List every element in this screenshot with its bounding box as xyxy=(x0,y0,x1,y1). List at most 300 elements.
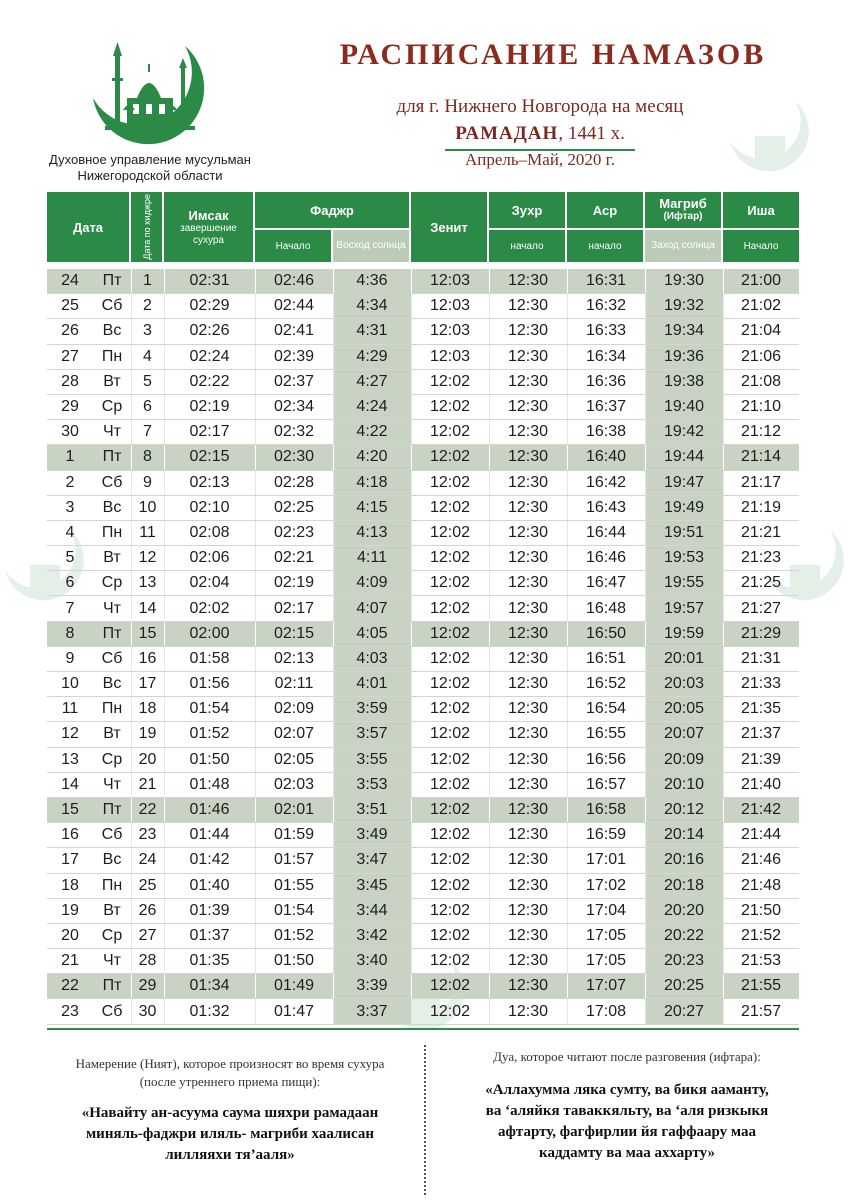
cell-fajr: 01:50 xyxy=(273,952,315,970)
cell-zenith: 12:02 xyxy=(429,725,471,743)
cell-maghrib: 20:10 xyxy=(663,775,705,793)
cell-imsak: 01:48 xyxy=(189,775,230,793)
cell-h: 13 xyxy=(138,574,157,592)
cell-isha: 21:35 xyxy=(740,700,782,718)
table-row xyxy=(47,395,799,420)
cell-maghrib: 19:32 xyxy=(663,297,705,315)
cell-h: 18 xyxy=(138,700,157,718)
suhoor-intention-line3: лилляяхи тя’ааля» xyxy=(165,1147,295,1163)
table-row xyxy=(47,949,799,974)
cell-zenith: 12:02 xyxy=(429,750,471,768)
table-row xyxy=(47,546,799,571)
cell-zenith: 12:03 xyxy=(429,347,471,365)
cell-d: 13 xyxy=(61,750,79,768)
iftar-dua-line4: каддамту ва маа аххарту» xyxy=(539,1145,715,1161)
organization-logo xyxy=(40,38,260,188)
cell-wd: Вс xyxy=(102,498,122,516)
cell-zenith: 12:02 xyxy=(429,876,471,894)
cell-maghrib: 19:40 xyxy=(663,398,705,416)
cell-fajr: 02:11 xyxy=(274,675,314,693)
cell-sunrise: 4:05 xyxy=(356,624,388,642)
cell-fajr: 02:23 xyxy=(273,523,315,541)
cell-isha: 21:12 xyxy=(740,423,782,441)
hijri-year: , 1441 х. xyxy=(558,123,625,144)
cell-imsak: 02:29 xyxy=(189,297,230,315)
cell-imsak: 01:44 xyxy=(189,826,230,844)
cell-imsak: 02:02 xyxy=(189,599,230,617)
cell-sunrise: 3:51 xyxy=(356,801,388,819)
cell-d: 18 xyxy=(61,876,79,894)
col-fajr: Фаджр xyxy=(255,192,409,228)
cell-zenith: 12:02 xyxy=(429,851,471,869)
cell-isha: 21:17 xyxy=(740,473,782,491)
cell-maghrib: 19:49 xyxy=(663,498,705,516)
iftar-dua xyxy=(432,1080,822,1164)
cell-fajr: 02:46 xyxy=(273,272,315,290)
col-maghrib-note: (Ифтар) xyxy=(663,211,703,222)
cell-fajr: 02:07 xyxy=(273,725,315,743)
cell-maghrib: 20:20 xyxy=(663,901,705,919)
cell-isha: 21:25 xyxy=(740,574,782,592)
cell-zuhr: 12:30 xyxy=(507,448,549,466)
cell-isha: 21:23 xyxy=(740,549,782,567)
cell-wd: Сб xyxy=(101,649,123,667)
table-row xyxy=(47,269,799,294)
cell-wd: Чт xyxy=(103,423,121,441)
suhoor-intention-line1: «Навайту ан-асуума саума шяхри рамадаан xyxy=(81,1105,379,1121)
cell-sunrise: 4:24 xyxy=(356,398,388,416)
cell-maghrib: 20:09 xyxy=(663,750,705,768)
cell-imsak: 01:56 xyxy=(189,675,230,693)
cell-zenith: 12:02 xyxy=(429,624,471,642)
cell-sunrise: 4:22 xyxy=(356,423,388,441)
cell-sunrise: 3:40 xyxy=(356,952,388,970)
cell-zuhr: 12:30 xyxy=(507,851,549,869)
cell-sunrise: 4:27 xyxy=(356,372,388,390)
cell-h: 25 xyxy=(138,876,157,894)
cell-maghrib: 19:34 xyxy=(663,322,705,340)
cell-sunrise: 3:57 xyxy=(356,725,388,743)
suhoor-intention-line2: миняль-фаджри иляль- магриби хаалисан xyxy=(85,1126,375,1142)
cell-h: 7 xyxy=(143,423,152,441)
cell-isha: 21:14 xyxy=(740,448,782,466)
cell-zenith: 12:02 xyxy=(429,448,471,466)
cell-zuhr: 12:30 xyxy=(507,675,549,693)
cell-wd: Вт xyxy=(103,372,121,390)
cell-wd: Пт xyxy=(102,624,122,642)
cell-d: 26 xyxy=(61,322,79,340)
cell-h: 17 xyxy=(138,675,157,693)
cell-d: 10 xyxy=(61,675,79,693)
cell-maghrib: 19:57 xyxy=(663,599,705,617)
cell-maghrib: 20:12 xyxy=(663,801,705,819)
table-row xyxy=(47,294,799,319)
cell-h: 16 xyxy=(138,649,157,667)
cell-h: 11 xyxy=(139,523,156,541)
cell-sunrise: 4:09 xyxy=(356,574,388,592)
cell-sunrise: 4:31 xyxy=(356,322,388,340)
cell-asr: 16:32 xyxy=(585,297,627,315)
cell-maghrib: 20:27 xyxy=(663,1002,705,1020)
cell-wd: Сб xyxy=(101,297,123,315)
cell-isha: 21:52 xyxy=(740,926,782,944)
cell-zenith: 12:02 xyxy=(429,926,471,944)
cell-sunrise: 4:15 xyxy=(356,498,388,516)
cell-asr: 16:52 xyxy=(585,675,627,693)
table-row xyxy=(47,722,799,747)
cell-fajr: 02:05 xyxy=(273,750,315,768)
cell-isha: 21:02 xyxy=(740,297,782,315)
table-row xyxy=(47,521,799,546)
cell-asr: 17:05 xyxy=(585,926,627,944)
cell-maghrib: 19:47 xyxy=(663,473,705,491)
cell-isha: 21:08 xyxy=(740,372,782,390)
cell-h: 23 xyxy=(138,826,157,844)
col-sunset: Заход солнца xyxy=(645,230,721,262)
cell-zuhr: 12:30 xyxy=(507,372,549,390)
cell-wd: Ср xyxy=(101,750,123,768)
cell-imsak: 02:13 xyxy=(189,473,230,491)
cell-fajr: 02:13 xyxy=(273,649,315,667)
cell-wd: Ср xyxy=(101,398,123,416)
table-row xyxy=(47,496,799,521)
cell-zuhr: 12:30 xyxy=(507,750,549,768)
cell-d: 22 xyxy=(61,977,79,995)
cell-sunrise: 4:18 xyxy=(356,473,388,491)
cell-isha: 21:40 xyxy=(740,775,782,793)
cell-zuhr: 12:30 xyxy=(507,498,549,516)
cell-h: 21 xyxy=(138,775,157,793)
cell-asr: 17:08 xyxy=(585,1002,627,1020)
cell-imsak: 02:22 xyxy=(189,372,230,390)
cell-zuhr: 12:30 xyxy=(507,549,549,567)
table-row xyxy=(47,974,799,999)
table-row xyxy=(47,420,799,445)
cell-zenith: 12:02 xyxy=(429,801,471,819)
col-zuhr-start: начало xyxy=(489,230,565,262)
table-header xyxy=(47,192,799,262)
cell-wd: Сб xyxy=(101,1002,123,1020)
cell-zenith: 12:02 xyxy=(429,498,471,516)
cell-maghrib: 19:53 xyxy=(663,549,705,567)
cell-imsak: 01:34 xyxy=(189,977,230,995)
col-sunrise: Восход солнца xyxy=(333,230,409,262)
cell-sunrise: 3:49 xyxy=(356,826,388,844)
cell-sunrise: 4:11 xyxy=(357,549,387,567)
cell-d: 28 xyxy=(61,372,79,390)
cell-imsak: 01:40 xyxy=(189,876,230,894)
subtitle-city: для г. Нижнего Новгорода на месяц xyxy=(396,96,684,117)
table-row xyxy=(47,773,799,798)
organization-name-line2: Нижегородской области xyxy=(77,168,223,183)
cell-d: 15 xyxy=(61,801,79,819)
cell-wd: Вт xyxy=(103,901,121,919)
cell-d: 30 xyxy=(61,423,79,441)
cell-isha: 21:06 xyxy=(740,347,782,365)
right-note xyxy=(432,1048,822,1066)
cell-isha: 21:04 xyxy=(740,322,782,340)
col-zenith: Зенит xyxy=(411,192,487,262)
cell-zenith: 12:02 xyxy=(429,675,471,693)
cell-asr: 16:50 xyxy=(585,624,627,642)
cell-h: 12 xyxy=(138,549,157,567)
cell-sunrise: 3:59 xyxy=(356,700,388,718)
col-hijri-label: Дата по хиджре xyxy=(141,194,152,260)
cell-h: 19 xyxy=(138,725,157,743)
page-title: РАСПИСАНИЕ НАМАЗОВ xyxy=(339,38,767,71)
cell-sunrise: 4:13 xyxy=(356,523,388,541)
col-imsak-label: Имсак xyxy=(188,207,229,223)
cell-maghrib: 19:38 xyxy=(663,372,705,390)
cell-fajr: 02:37 xyxy=(273,372,315,390)
cell-asr: 16:58 xyxy=(585,801,627,819)
cell-isha: 21:29 xyxy=(740,624,782,642)
cell-wd: Пн xyxy=(101,523,123,541)
organization-name-line1: Духовное управление мусульман xyxy=(49,152,251,167)
cell-asr: 17:02 xyxy=(585,876,627,894)
table-row xyxy=(47,924,799,949)
cell-wd: Чт xyxy=(103,775,121,793)
table-row xyxy=(47,999,799,1024)
cell-zenith: 12:02 xyxy=(429,599,471,617)
cell-maghrib: 20:16 xyxy=(663,851,705,869)
cell-maghrib: 20:18 xyxy=(663,876,705,894)
cell-sunrise: 3:42 xyxy=(356,926,388,944)
table-row xyxy=(47,370,799,395)
cell-isha: 21:44 xyxy=(740,826,782,844)
cell-fajr: 02:19 xyxy=(273,574,315,592)
cell-fajr: 02:21 xyxy=(273,549,315,567)
cell-asr: 16:47 xyxy=(585,574,627,592)
table-row xyxy=(47,874,799,899)
cell-d: 11 xyxy=(61,700,79,718)
cell-h: 30 xyxy=(138,1002,157,1020)
table-row xyxy=(47,697,799,722)
cell-isha: 21:27 xyxy=(740,599,782,617)
cell-wd: Пт xyxy=(102,272,122,290)
cell-isha: 21:33 xyxy=(740,675,782,693)
schedule-table xyxy=(47,269,799,1025)
cell-asr: 16:43 xyxy=(585,498,627,516)
cell-asr: 17:05 xyxy=(585,952,627,970)
table-row xyxy=(47,345,799,370)
cell-d: 16 xyxy=(61,826,79,844)
cell-maghrib: 19:42 xyxy=(663,423,705,441)
cell-h: 3 xyxy=(143,322,152,340)
cell-fajr: 02:01 xyxy=(273,801,315,819)
cell-wd: Пт xyxy=(102,448,122,466)
cell-imsak: 01:46 xyxy=(189,801,230,819)
cell-isha: 21:31 xyxy=(740,649,782,667)
cell-isha: 21:10 xyxy=(740,398,782,416)
cell-wd: Пн xyxy=(101,347,123,365)
cell-zuhr: 12:30 xyxy=(507,322,549,340)
cell-d: 25 xyxy=(61,297,79,315)
col-hijri xyxy=(131,192,162,262)
cell-zenith: 12:02 xyxy=(429,372,471,390)
cell-fajr: 02:34 xyxy=(273,398,315,416)
subtitle-month xyxy=(350,123,730,145)
month-name: РАМАДАН xyxy=(455,123,559,144)
cell-imsak: 02:24 xyxy=(189,347,230,365)
cell-maghrib: 20:03 xyxy=(663,675,705,693)
iftar-dua-line2: ва ‘аляйкя таваккяльту, ва ‘аля ризкыкя xyxy=(485,1103,769,1119)
cell-zuhr: 12:30 xyxy=(507,700,549,718)
cell-asr: 16:48 xyxy=(585,599,627,617)
cell-fajr: 02:15 xyxy=(273,624,315,642)
cell-isha: 21:46 xyxy=(740,851,782,869)
cell-asr: 16:36 xyxy=(585,372,627,390)
cell-imsak: 02:06 xyxy=(189,549,230,567)
cell-fajr: 02:30 xyxy=(273,448,315,466)
cell-wd: Чт xyxy=(103,599,121,617)
cell-d: 21 xyxy=(61,952,79,970)
cell-zuhr: 12:30 xyxy=(507,775,549,793)
cell-imsak: 02:10 xyxy=(189,498,230,516)
cell-d: 12 xyxy=(61,725,79,743)
cell-asr: 16:38 xyxy=(585,423,627,441)
cell-imsak: 01:54 xyxy=(189,700,230,718)
cell-imsak: 01:37 xyxy=(189,926,230,944)
cell-wd: Пн xyxy=(101,700,123,718)
cell-zuhr: 12:30 xyxy=(507,1002,549,1020)
cell-wd: Сб xyxy=(101,826,123,844)
cell-zuhr: 12:30 xyxy=(507,801,549,819)
cell-fajr: 02:32 xyxy=(273,423,315,441)
cell-zuhr: 12:30 xyxy=(507,624,549,642)
cell-imsak: 01:50 xyxy=(189,750,230,768)
cell-fajr: 01:52 xyxy=(273,926,315,944)
cell-zenith: 12:02 xyxy=(429,1002,471,1020)
cell-sunrise: 4:34 xyxy=(356,297,388,315)
cell-fajr: 02:25 xyxy=(273,498,315,516)
cell-zenith: 12:02 xyxy=(429,901,471,919)
cell-maghrib: 19:30 xyxy=(663,272,705,290)
cell-sunrise: 4:36 xyxy=(356,272,388,290)
cell-sunrise: 3:39 xyxy=(356,977,388,995)
col-imsak xyxy=(164,192,253,262)
cell-asr: 16:46 xyxy=(585,549,627,567)
cell-isha: 21:48 xyxy=(740,876,782,894)
cell-wd: Пт xyxy=(102,977,122,995)
cell-h: 4 xyxy=(143,347,152,365)
cell-wd: Вт xyxy=(103,549,121,567)
col-maghrib-label: Магриб xyxy=(659,196,707,211)
cell-zenith: 12:03 xyxy=(429,272,471,290)
cell-fajr: 02:09 xyxy=(273,700,315,718)
table-row xyxy=(47,823,799,848)
watermark-mosque-icon xyxy=(725,96,815,186)
cell-h: 14 xyxy=(138,599,157,617)
cell-zenith: 12:02 xyxy=(429,826,471,844)
cell-fajr: 01:59 xyxy=(273,826,315,844)
table-row xyxy=(47,748,799,773)
cell-zenith: 12:03 xyxy=(429,322,471,340)
table-row xyxy=(47,622,799,647)
cell-asr: 16:54 xyxy=(585,700,627,718)
table-row xyxy=(47,319,799,344)
cell-d: 1 xyxy=(65,448,75,466)
suhoor-intention xyxy=(40,1103,420,1166)
cell-wd: Чт xyxy=(103,952,121,970)
cell-imsak: 01:39 xyxy=(189,901,230,919)
cell-zuhr: 12:30 xyxy=(507,297,549,315)
cell-isha: 21:39 xyxy=(740,750,782,768)
cell-sunrise: 3:47 xyxy=(356,851,388,869)
cell-d: 6 xyxy=(65,574,75,592)
table-row xyxy=(47,471,799,496)
cell-maghrib: 20:22 xyxy=(663,926,705,944)
cell-d: 3 xyxy=(65,498,75,516)
cell-wd: Ср xyxy=(101,574,123,592)
cell-h: 20 xyxy=(138,750,157,768)
cell-imsak: 02:17 xyxy=(189,423,230,441)
cell-asr: 16:33 xyxy=(585,322,627,340)
cell-zuhr: 12:30 xyxy=(507,423,549,441)
cell-fajr: 01:54 xyxy=(273,901,315,919)
cell-asr: 16:37 xyxy=(585,398,627,416)
iftar-dua-line1: «Аллахумма ляка сумту, ва бикя ааманту, xyxy=(485,1082,769,1098)
table-row xyxy=(47,798,799,823)
cell-h: 26 xyxy=(138,901,157,919)
cell-maghrib: 20:23 xyxy=(663,952,705,970)
cell-isha: 21:19 xyxy=(740,498,782,516)
mosque-crescent-icon xyxy=(85,38,215,150)
col-fajr-start: Начало xyxy=(255,230,331,262)
cell-zenith: 12:02 xyxy=(429,952,471,970)
cell-h: 27 xyxy=(138,926,157,944)
cell-maghrib: 20:05 xyxy=(663,700,705,718)
cell-sunrise: 4:07 xyxy=(356,599,388,617)
cell-fajr: 01:47 xyxy=(273,1002,315,1020)
cell-zenith: 12:02 xyxy=(429,977,471,995)
cell-zenith: 12:02 xyxy=(429,423,471,441)
cell-sunrise: 3:44 xyxy=(356,901,388,919)
cell-h: 15 xyxy=(138,624,157,642)
cell-zuhr: 12:30 xyxy=(507,574,549,592)
cell-maghrib: 20:25 xyxy=(663,977,705,995)
cell-imsak: 02:15 xyxy=(189,448,230,466)
col-isha-start: Начало xyxy=(723,230,799,262)
cell-h: 6 xyxy=(143,398,152,416)
cell-asr: 16:40 xyxy=(585,448,627,466)
table-row xyxy=(47,672,799,697)
cell-zuhr: 12:30 xyxy=(507,272,549,290)
cell-maghrib: 20:07 xyxy=(663,725,705,743)
table-row xyxy=(47,596,799,621)
cell-fajr: 01:55 xyxy=(273,876,315,894)
cell-imsak: 02:26 xyxy=(189,322,230,340)
cell-sunrise: 4:20 xyxy=(356,448,388,466)
cell-fajr: 01:57 xyxy=(273,851,315,869)
cell-wd: Ср xyxy=(101,926,123,944)
cell-wd: Вс xyxy=(102,322,122,340)
col-isha: Иша xyxy=(723,192,799,228)
cell-h: 28 xyxy=(138,952,157,970)
table-row xyxy=(47,647,799,672)
cell-sunrise: 3:37 xyxy=(356,1002,388,1020)
cell-imsak: 01:42 xyxy=(189,851,230,869)
cell-zenith: 12:02 xyxy=(429,700,471,718)
cell-zuhr: 12:30 xyxy=(507,398,549,416)
cell-wd: Пн xyxy=(101,876,123,894)
iftar-dua-line3: афтарту, фагфирлии йя гаффаару маа xyxy=(498,1124,756,1140)
cell-asr: 16:59 xyxy=(585,826,627,844)
left-note-line2: (после утреннего приема пищи): xyxy=(139,1074,321,1089)
cell-h: 9 xyxy=(143,473,152,491)
cell-zuhr: 12:30 xyxy=(507,977,549,995)
cell-fajr: 02:41 xyxy=(273,322,315,340)
